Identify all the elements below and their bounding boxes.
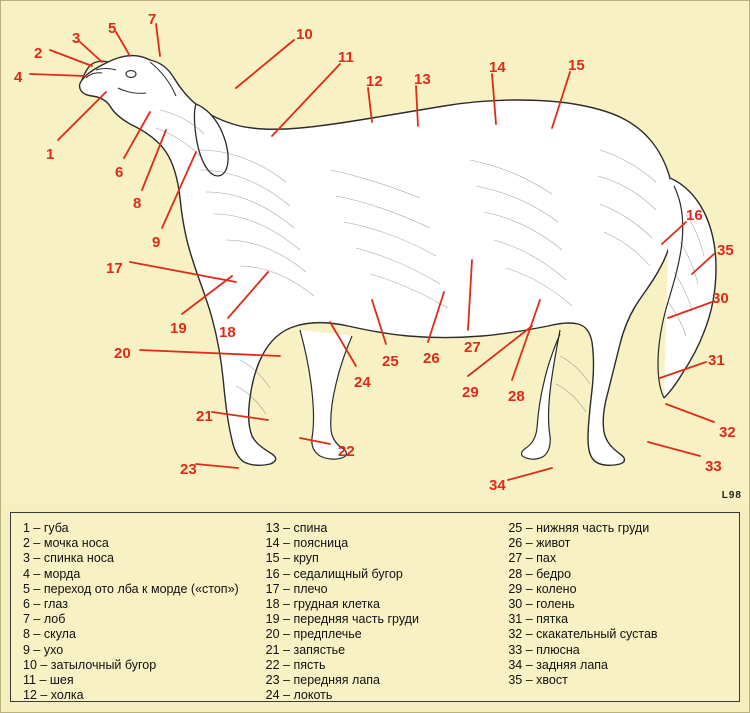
- legend-item: 29 – колено: [508, 581, 577, 596]
- callout-number-18: 18: [219, 324, 236, 341]
- callout-number-14: 14: [489, 59, 506, 76]
- callout-number-8: 8: [133, 195, 142, 212]
- callout-number-13: 13: [414, 71, 431, 88]
- legend-item: 16 – седалищный бугор: [265, 566, 403, 581]
- legend-item: 10 – затылочный бугор: [23, 657, 157, 672]
- legend-item: 31 – пятка: [508, 612, 569, 627]
- legend-item: 15 – круп: [265, 551, 319, 566]
- legend-item: 20 – предплечье: [265, 627, 362, 642]
- legend-item: 3 – спинка носа: [23, 551, 114, 566]
- callout-number-9: 9: [152, 234, 161, 251]
- legend-item: 6 – глаз: [23, 597, 68, 612]
- illustration-signature: L98: [721, 490, 742, 501]
- callout-number-28: 28: [508, 388, 525, 405]
- legend-column-1: [11, 521, 254, 701]
- callout-number-21: 21: [196, 408, 213, 425]
- callout-number-7: 7: [148, 11, 157, 28]
- legend-item: 23 – передняя лапа: [265, 673, 380, 688]
- legend-item: 35 – хвост: [508, 673, 568, 688]
- callout-number-31: 31: [708, 352, 725, 369]
- legend-item: 21 – запястье: [265, 642, 346, 657]
- callout-number-29: 29: [462, 384, 479, 401]
- legend-item: 1 – губа: [23, 521, 69, 535]
- callout-number-3: 3: [72, 30, 81, 47]
- callout-number-23: 23: [180, 461, 197, 478]
- callout-number-26: 26: [423, 350, 440, 367]
- callout-number-17: 17: [106, 260, 123, 277]
- legend-item: 32 – скакательный сустав: [508, 627, 658, 642]
- callout-number-30: 30: [712, 290, 729, 307]
- legend-item: 25 – нижняя часть груди: [508, 521, 650, 535]
- legend-item: 34 – задняя лапа: [508, 657, 609, 672]
- legend-item: 8 – скула: [23, 627, 76, 642]
- callout-number-19: 19: [170, 320, 187, 337]
- callout-number-12: 12: [366, 73, 383, 90]
- legend-column-2: [254, 521, 497, 701]
- legend-item: 2 – мочка носа: [23, 536, 109, 551]
- callout-number-15: 15: [568, 57, 585, 74]
- callout-number-22: 22: [338, 443, 355, 460]
- legend-item: 18 – грудная клетка: [265, 597, 380, 612]
- legend-item: 14 – поясница: [265, 536, 349, 551]
- legend-panel: [10, 512, 740, 702]
- callout-number-33: 33: [705, 458, 722, 475]
- callout-number-11: 11: [338, 49, 354, 66]
- callout-number-25: 25: [382, 353, 399, 370]
- legend-item: 19 – передняя часть груди: [265, 612, 419, 627]
- legend-column-3: [496, 521, 739, 701]
- legend-item: 5 – переход ото лба к морде («стоп»): [23, 581, 239, 596]
- legend-item: 22 – пясть: [265, 657, 326, 672]
- callout-number-34: 34: [489, 477, 506, 494]
- callout-number-1: 1: [46, 146, 55, 163]
- callout-number-32: 32: [719, 424, 736, 441]
- legend-item: 7 – лоб: [23, 612, 66, 627]
- callout-number-4: 4: [14, 69, 23, 86]
- legend-item: 33 – плюсна: [508, 642, 580, 657]
- callout-number-16: 16: [686, 207, 703, 224]
- callout-number-5: 5: [108, 20, 117, 37]
- legend-item: 13 – спина: [265, 521, 328, 535]
- callout-number-35: 35: [717, 242, 734, 259]
- legend-item: 9 – ухо: [23, 642, 64, 657]
- legend-item: 17 – плечо: [265, 581, 328, 596]
- callout-number-2: 2: [34, 45, 43, 62]
- legend-item: 28 – бедро: [508, 566, 572, 581]
- legend-item: 26 – живот: [508, 536, 571, 551]
- legend-item: 24 – локоть: [265, 688, 333, 703]
- callout-number-10: 10: [296, 26, 313, 43]
- callout-number-24: 24: [354, 374, 371, 391]
- callout-number-27: 27: [464, 339, 481, 356]
- callout-number-20: 20: [114, 345, 131, 362]
- legend-item: 11 – шея: [23, 673, 74, 688]
- legend-item: 27 – пах: [508, 551, 557, 566]
- legend-item: 30 – голень: [508, 597, 575, 612]
- legend-item: 12 – холка: [23, 688, 84, 703]
- legend-item: 4 – морда: [23, 566, 81, 581]
- callout-number-6: 6: [115, 164, 124, 181]
